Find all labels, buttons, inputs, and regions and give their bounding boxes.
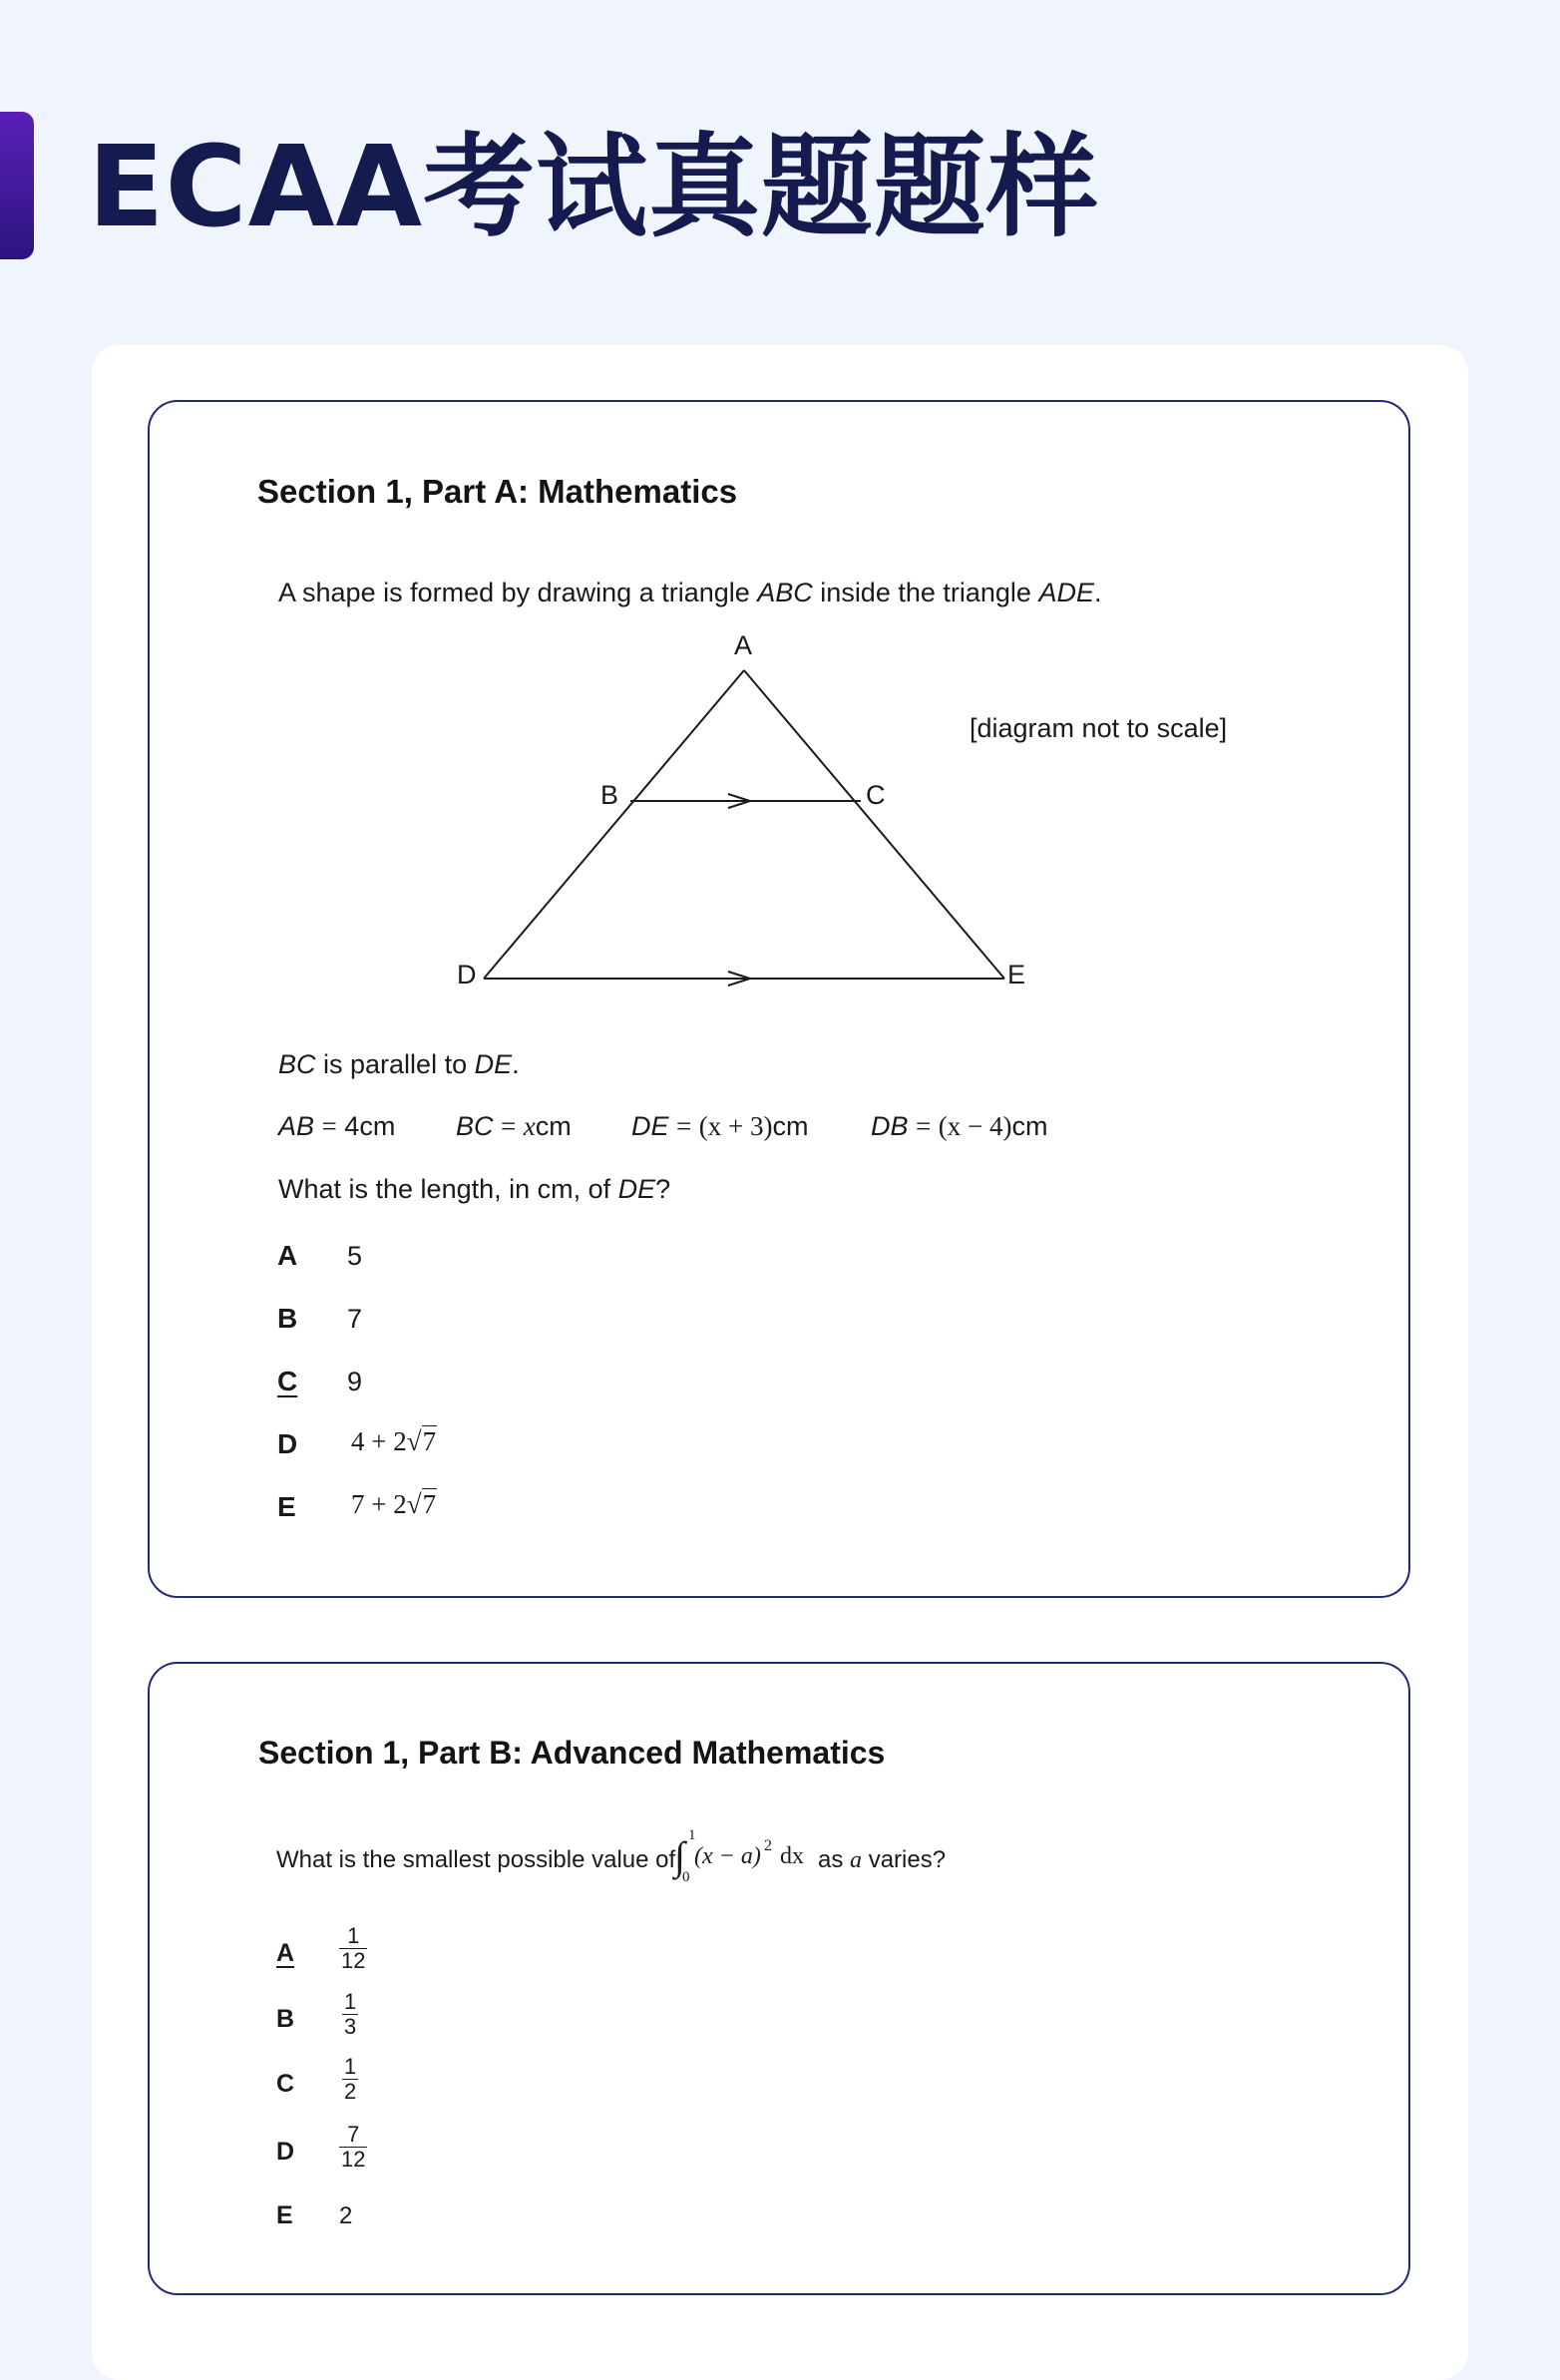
option-b-value: 7 — [347, 1304, 363, 1334]
differential: dx — [780, 1843, 804, 1869]
option-a-value: 5 — [347, 1241, 363, 1271]
numerator: 7 — [347, 2122, 360, 2147]
equals-sign: = — [501, 1111, 517, 1141]
vertex-b-label: B — [600, 780, 619, 810]
option-d-fraction — [339, 2123, 367, 2172]
ab-label: AB — [278, 1111, 315, 1141]
vertex-e-label: E — [1007, 960, 1026, 990]
parallel-text: is parallel to — [315, 1049, 475, 1079]
db-value: (x − 4) — [938, 1111, 1012, 1141]
de-label: DE — [631, 1111, 669, 1141]
option-d-value — [351, 1426, 437, 1457]
unit: cm — [359, 1111, 396, 1141]
exponent: 2 — [764, 1837, 772, 1854]
option-d-letter[interactable]: D — [277, 1428, 298, 1459]
triangle-abc-label: ABC — [757, 578, 813, 607]
page-title: ECAA考试真题题样 — [88, 123, 1100, 252]
question-end: ? — [655, 1174, 671, 1204]
option-e-value: 2 — [339, 2202, 353, 2229]
option-e-value — [351, 1489, 437, 1520]
vertex-c-label: C — [866, 780, 886, 810]
vertex-d-label: D — [457, 960, 477, 990]
part-b-question-end — [818, 1846, 946, 1874]
question-prompt — [278, 1174, 670, 1205]
integrand: (x − a) — [694, 1843, 761, 1869]
sqrt-symbol: √7 — [406, 1489, 437, 1519]
option-d-expression: 4 + 2 — [351, 1426, 407, 1456]
given-de — [631, 1111, 809, 1142]
option-c-letter-correct[interactable]: C — [277, 1366, 298, 1396]
vertex-a-label: A — [734, 630, 753, 660]
denominator: 3 — [344, 2014, 357, 2039]
option-c-letter[interactable]: C — [276, 2070, 295, 2098]
given-db — [871, 1111, 1048, 1142]
question-text: What is the length, in cm, of — [278, 1174, 618, 1204]
part-b-question — [276, 1846, 675, 1874]
integral-upper-limit: 1 — [688, 1827, 696, 1843]
integral-expression — [674, 1827, 824, 1891]
de-label: DE — [617, 1174, 656, 1204]
bc-value: x — [523, 1111, 536, 1141]
equals-sign: = — [676, 1111, 692, 1141]
ab-value: 4 — [344, 1111, 360, 1141]
option-c-value: 9 — [347, 1367, 363, 1396]
as-text: as — [818, 1846, 844, 1873]
section-title-part-b: Section 1, Part B: Advanced Mathematics — [258, 1735, 886, 1771]
intro-end: . — [1093, 578, 1102, 607]
option-b-letter[interactable]: B — [277, 1303, 298, 1334]
triangle-svg — [439, 628, 1057, 1007]
parallel-end: . — [512, 1049, 520, 1079]
side-ae — [744, 670, 1004, 979]
diagram-scale-note: [diagram not to scale] — [970, 713, 1228, 743]
option-b-letter[interactable]: B — [276, 2005, 295, 2033]
parallel-statement — [278, 1049, 520, 1080]
db-label: DB — [871, 1111, 909, 1141]
triangle-ade-label: ADE — [1038, 578, 1094, 607]
option-b-fraction — [342, 1990, 358, 2039]
option-e-letter[interactable]: E — [276, 2201, 293, 2229]
numerator: 1 — [344, 2054, 357, 2079]
de-value: (x + 3) — [698, 1111, 773, 1141]
unit: cm — [772, 1111, 809, 1141]
option-c-fraction — [342, 2055, 358, 2104]
question-text: What is the smallest possible value of — [276, 1846, 676, 1873]
denominator: 12 — [341, 1948, 366, 1973]
option-e-expression: 7 + 2 — [351, 1489, 407, 1519]
sqrt-symbol: √7 — [406, 1426, 437, 1456]
sqrt-radicand: 7 — [422, 1426, 437, 1456]
intro-text: A shape is formed by drawing a triangle — [278, 578, 758, 607]
unit: cm — [535, 1111, 572, 1141]
numerator: 1 — [347, 1923, 360, 1948]
variable-a: a — [850, 1847, 863, 1873]
option-a-letter[interactable]: A — [277, 1240, 298, 1271]
page-header — [0, 100, 1560, 269]
side-ad — [484, 670, 744, 979]
equals-sign: = — [321, 1111, 337, 1141]
integral-lower-limit: 0 — [682, 1869, 690, 1885]
given-bc — [456, 1111, 572, 1142]
integral-sign: ∫ — [674, 1833, 685, 1878]
section-title-part-a: Section 1, Part A: Mathematics — [257, 473, 738, 510]
option-d-letter[interactable]: D — [276, 2138, 295, 2166]
equals-sign: = — [916, 1111, 932, 1141]
denominator: 2 — [344, 2079, 357, 2104]
denominator: 12 — [341, 2147, 366, 2172]
option-a-fraction — [339, 1924, 367, 1973]
bc-label: BC — [456, 1111, 494, 1141]
option-e-letter[interactable]: E — [277, 1491, 296, 1522]
title-accent-bar — [0, 112, 34, 259]
option-a-letter-correct[interactable]: A — [276, 1939, 295, 1967]
de-label: DE — [474, 1049, 513, 1079]
intro-text-mid: inside the triangle — [812, 578, 1039, 607]
varies-text: varies? — [868, 1846, 947, 1873]
numerator: 1 — [344, 1989, 357, 2014]
given-ab — [278, 1111, 395, 1142]
question-intro — [278, 578, 1101, 608]
unit: cm — [1011, 1111, 1048, 1141]
bc-label: BC — [278, 1049, 316, 1079]
triangle-diagram — [439, 628, 1057, 1007]
sqrt-radicand: 7 — [422, 1489, 437, 1519]
